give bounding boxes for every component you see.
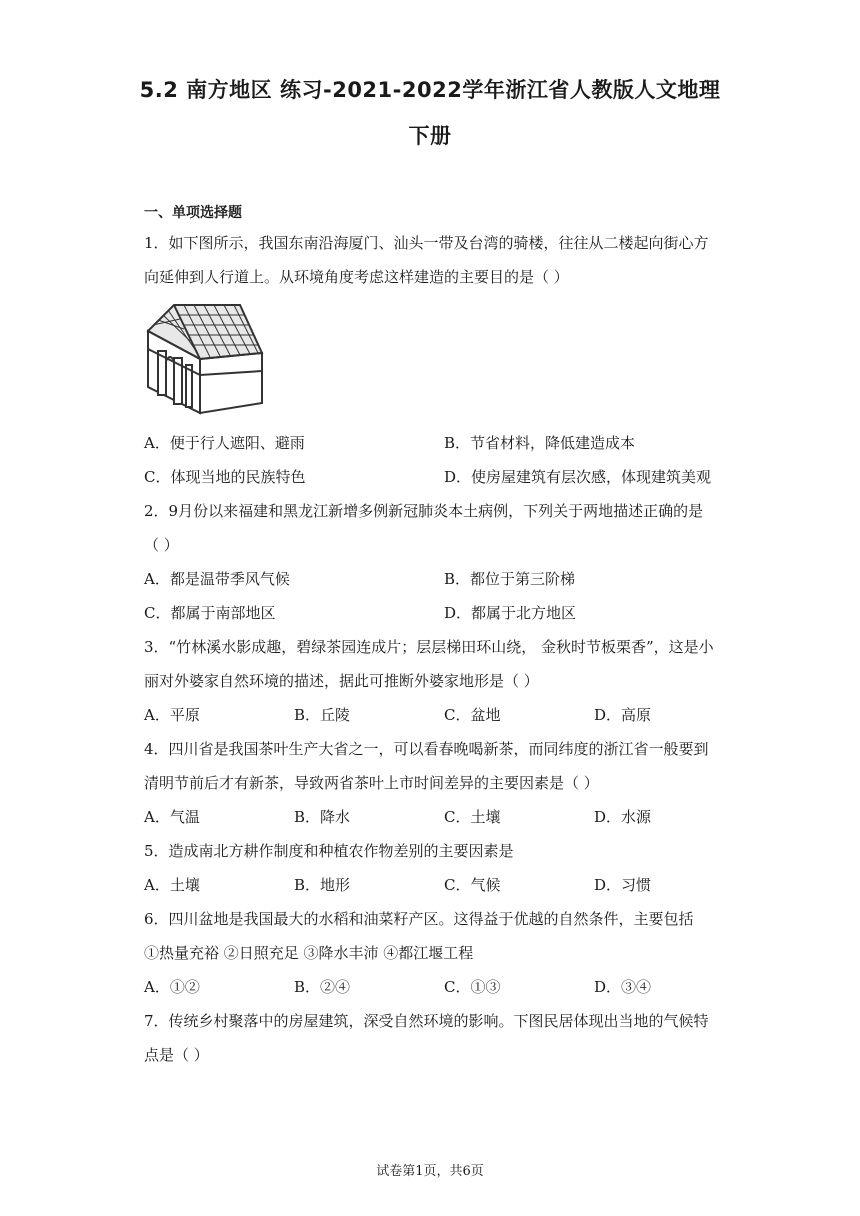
question-1-option-b: B．节省材料，降低建造成本 bbox=[444, 434, 636, 452]
question-1-option-a: A．便于行人遮阳、避雨 bbox=[144, 434, 305, 452]
question-6-line-2: ①热量充裕 ②日照充足 ③降水丰沛 ④都江堰工程 bbox=[144, 944, 474, 962]
question-5-line-1: 5．造成南北方耕作制度和种植农作物差别的主要因素是 bbox=[144, 842, 514, 860]
question-1-line-2: 向延伸到人行道上。从环境角度考虑这样建造的主要目的是（ ） bbox=[144, 268, 569, 286]
question-4-option-c: C．土壤 bbox=[444, 808, 501, 826]
section-heading: 一、单项选择题 bbox=[144, 205, 242, 221]
question-3-option-d: D．高原 bbox=[594, 706, 652, 724]
question-3-option-a: A．平原 bbox=[144, 706, 200, 724]
question-2-line-1: 2．9月份以来福建和黑龙江新增多例新冠肺炎本土病例，下列关于两地描述正确的是 bbox=[144, 502, 704, 520]
question-5-option-a: A．土壤 bbox=[144, 876, 200, 894]
question-7-line-1: 7．传统乡村聚落中的房屋建筑，深受自然环境的影响。下图民居体现出当地的气候特 bbox=[144, 1012, 709, 1030]
question-1-option-c: C．体现当地的民族特色 bbox=[144, 468, 306, 486]
question-6-line-1: 6．四川盆地是我国最大的水稻和油菜籽产区。这得益于优越的自然条件，主要包括 bbox=[144, 910, 694, 928]
question-4-option-d: D．水源 bbox=[594, 808, 652, 826]
question-2-option-c: C．都属于南部地区 bbox=[144, 604, 276, 622]
question-7-line-2: 点是（ ） bbox=[144, 1046, 209, 1064]
question-2-option-d: D．都属于北方地区 bbox=[444, 604, 577, 622]
page-title-line-1: 5.2 南方地区 练习-2021-2022学年浙江省人教版人文地理 bbox=[139, 78, 721, 102]
page-title-line-2: 下册 bbox=[408, 124, 452, 148]
question-3-line-1: 3．“竹林溪水影成趣，碧绿茶园连成片；层层梯田环山绕， 金秋时节板栗香”，这是小 bbox=[144, 638, 714, 656]
arcade-building-figure bbox=[144, 303, 264, 415]
question-6-option-c: C．①③ bbox=[444, 978, 501, 996]
question-5-option-b: B．地形 bbox=[294, 876, 351, 894]
question-1-option-d: D．使房屋建筑有层次感，体现建筑美观 bbox=[444, 468, 712, 486]
question-4-line-1: 4．四川省是我国茶叶生产大省之一，可以看春晚喝新茶，而同纬度的浙江省一般要到 bbox=[144, 740, 709, 758]
question-4-option-b: B．降水 bbox=[294, 808, 351, 826]
question-5-option-d: D．习惯 bbox=[594, 876, 652, 894]
question-3-option-b: B．丘陵 bbox=[294, 706, 351, 724]
question-3-line-2: 丽对外婆家自然环境的描述，据此可推断外婆家地形是（ ） bbox=[144, 672, 539, 690]
question-4-line-2: 清明节前后才有新茶，导致两省茶叶上市时间差异的主要因素是（ ） bbox=[144, 774, 599, 792]
question-2-option-a: A．都是温带季风气候 bbox=[144, 570, 290, 588]
question-2-line-2: （ ） bbox=[144, 536, 179, 554]
page-footer: 试卷第1页，共6页 bbox=[376, 1164, 484, 1179]
question-3-option-c: C．盆地 bbox=[444, 706, 501, 724]
question-6-option-b: B．②④ bbox=[294, 978, 351, 996]
question-2-option-b: B．都位于第三阶梯 bbox=[444, 570, 576, 588]
question-5-option-c: C．气候 bbox=[444, 876, 501, 894]
question-6-option-d: D．③④ bbox=[594, 978, 652, 996]
question-1-line-1: 1．如下图所示，我国东南沿海厦门、汕头一带及台湾的骑楼，往往从二楼起向街心方 bbox=[144, 234, 709, 252]
question-6-option-a: A．①② bbox=[144, 978, 200, 996]
question-4-option-a: A．气温 bbox=[144, 808, 200, 826]
